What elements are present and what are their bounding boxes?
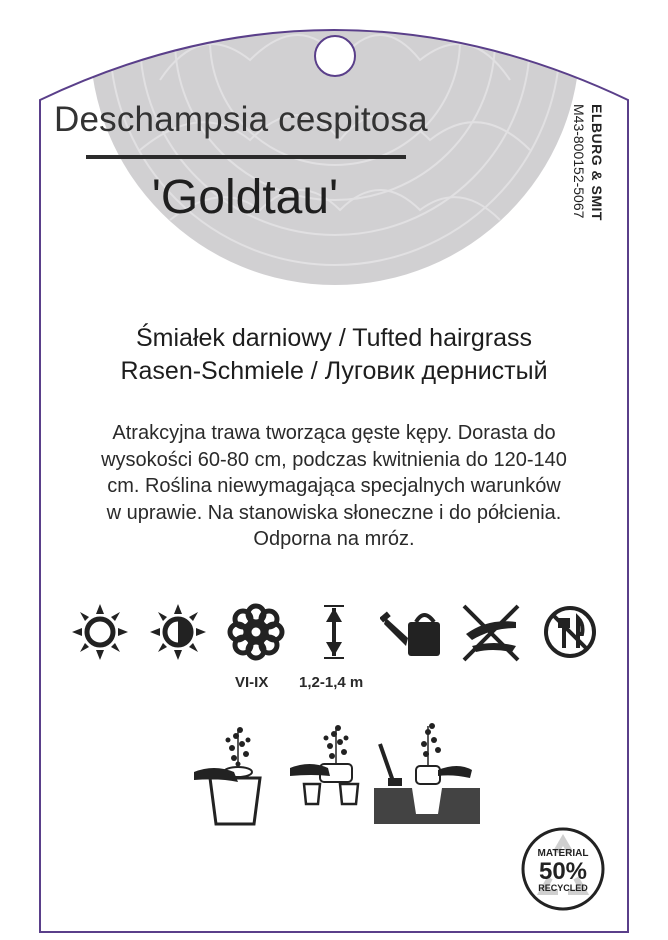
sun-icon bbox=[70, 600, 130, 664]
flower-icon bbox=[226, 600, 286, 664]
common-name-line: Śmiałek darniowy / Tufted hairgrass bbox=[135, 324, 532, 352]
product-code: M43-800152-5067 bbox=[571, 104, 587, 219]
badge-line3: RECYCLED bbox=[538, 883, 588, 893]
common-name-line: Rasen-Schmiele / Луговик дернистый bbox=[120, 357, 548, 385]
planting-step-pot-icon bbox=[190, 718, 280, 828]
height-arrow-icon bbox=[304, 600, 364, 664]
description-line: Odporna na mróz. bbox=[253, 528, 415, 550]
description bbox=[90, 420, 578, 553]
vertical-code bbox=[570, 104, 606, 221]
planting-step-plant-icon bbox=[372, 718, 482, 828]
watering-can-icon bbox=[380, 600, 446, 664]
not-edible-icon bbox=[540, 600, 600, 664]
description-line: Atrakcyjna trawa tworząca gęste kępy. Dorasta do bbox=[112, 422, 556, 444]
care-icons bbox=[0, 600, 668, 670]
latin-name: Deschampsia cespitosa bbox=[54, 100, 428, 139]
common-names bbox=[0, 322, 668, 388]
badge-line1: MATERIAL bbox=[537, 848, 589, 859]
description-line: w uprawie. Na stanowiska słoneczne i do półcienia. bbox=[106, 501, 562, 524]
cultivar-name: 'Goldtau' bbox=[151, 171, 339, 224]
flowering-period: VI-IX bbox=[235, 674, 269, 691]
recycled-badge bbox=[520, 826, 606, 912]
title-divider bbox=[86, 155, 406, 159]
plant-height: 1,2-1,4 m bbox=[299, 674, 364, 691]
description-line: cm. Roślina niewymagająca specjalnych warunków bbox=[107, 475, 561, 497]
description-line: wysokości 60-80 cm, podczas kwitnienia do 120-140 bbox=[101, 448, 567, 471]
badge-line2: 50% bbox=[538, 858, 588, 885]
planting-step-unpot-icon bbox=[286, 718, 376, 828]
half-shade-icon bbox=[148, 600, 208, 664]
no-pruning-icon bbox=[458, 600, 524, 664]
brand-name: ELBURG & SMIT bbox=[589, 104, 605, 221]
